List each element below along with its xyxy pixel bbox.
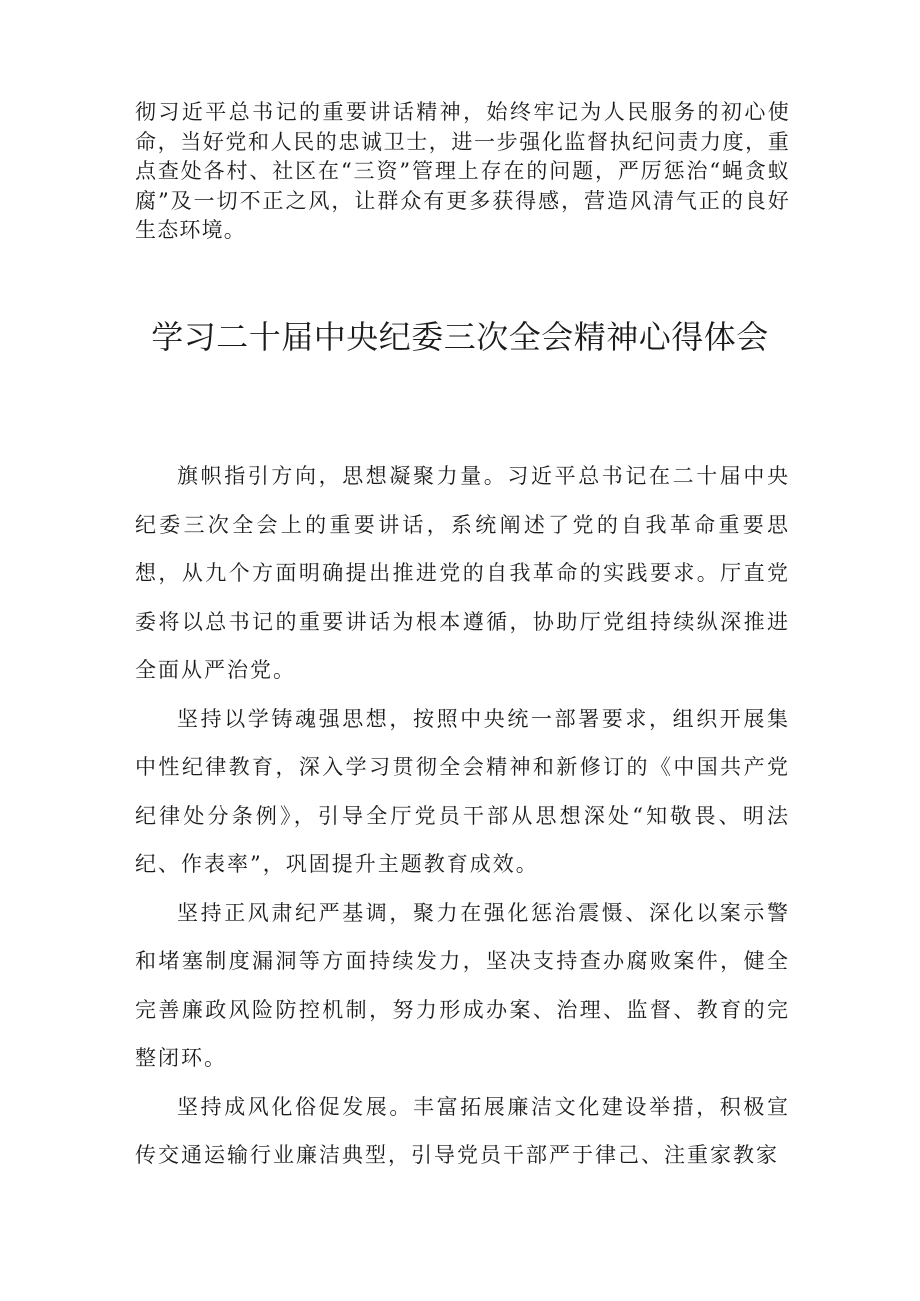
body-paragraph-1: 旗帜指引方向，思想凝聚力量。习近平总书记在二十届中央纪委三次全会上的重要讲话，系统阐述了党的自我革命重要思想，从九个方面明确提出推进党的自我革命的实践要求。厅直党委将以总书记的重要讲话为根本遵循，协助厅党组持续纵深推进全面从严治党。 [135,464,790,682]
intro-paragraph: 彻习近平总书记的重要讲话精神，始终牢记为人民服务的初心使命，当好党和人民的忠诚卫士，进一步强化监督执纪问责力度，重点查处各村、社区在“三资”管理上存在的问题，严厉惩治“蝇贪蚁腐”及一切不正之风，让群众有更多获得感，营造风清气正的良好生态环境。 [135,100,790,242]
body-paragraph-4: 坚持成风化俗促发展。丰富拓展廉洁文化建设举措，积极宣传交通运输行业廉洁典型，引导党员干部严于律己、注重家教家 [135,1094,790,1167]
document-body [135,452,790,1180]
document-title: 学习二十届中央纪委三次全会精神心得体会 [151,318,769,356]
body-paragraph-3: 坚持正风肃纪严基调，聚力在强化惩治震慑、深化以案示警和堵塞制度漏洞等方面持续发力，坚决支持查办腐败案件，健全完善廉政风险防控机制，努力形成办案、治理、监督、教育的完整闭环。 [135,900,790,1070]
body-paragraph-2: 坚持以学铸魂强思想，按照中央统一部署要求，组织开展集中性纪律教育，深入学习贯彻全会精神和新修订的《中国共产党纪律处分条例》，引导全厅党员干部从思想深处“知敬畏、明法纪、作表率”，巩固提升主题教育成效。 [135,706,790,876]
